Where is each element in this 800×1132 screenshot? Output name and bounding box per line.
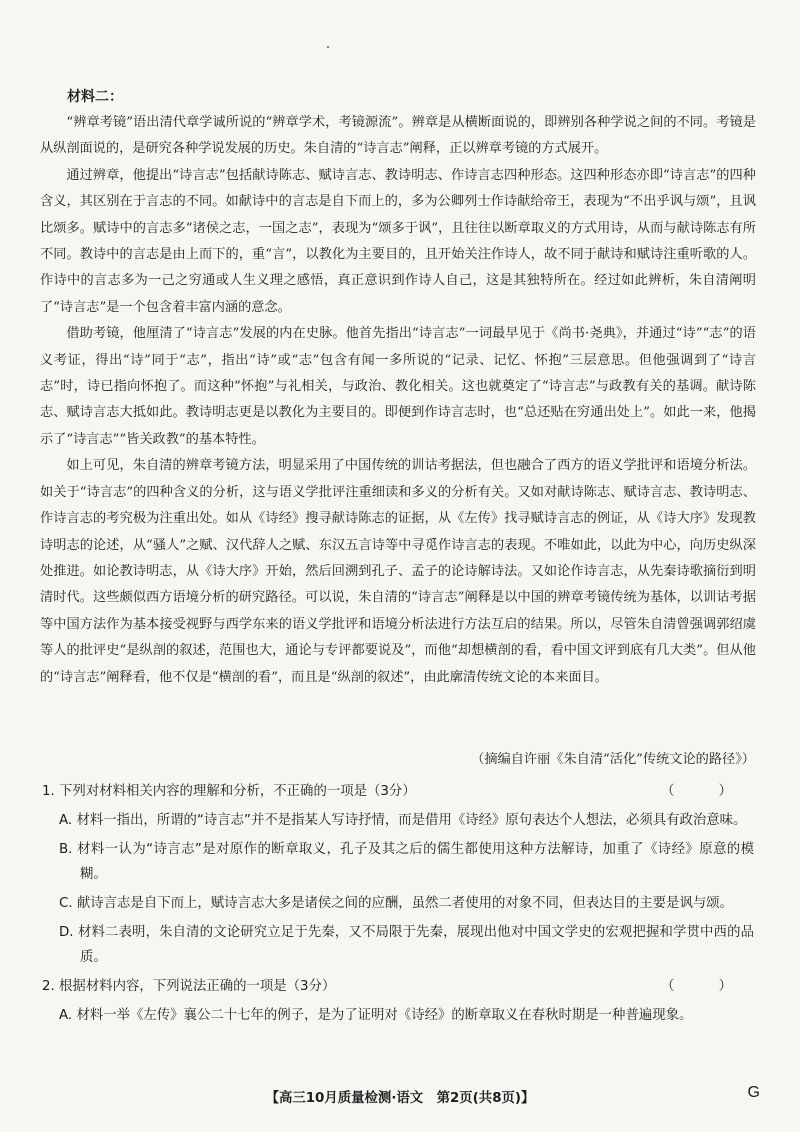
- page-footer: 【高三10月质量检测·语文 第2页(共8页)】: [265, 1091, 535, 1106]
- option-1c: C. 献诗言志是自下而上，赋诗言志大多是诸侯之间的应酬，虽然二者使用的对象不同，但表达目的主要是讽与颂。: [59, 896, 733, 911]
- option-2a: A. 材料一举《左传》襄公二十七年的例子，是为了证明对《诗经》的断章取义在春秋时期是一种普遍现象。: [59, 1008, 693, 1023]
- option-1a: A. 材料一指出，所谓的“诗言志”并不是指某人写诗抒情，而是借用《诗经》原句表达个人想法，必须具有政治意味。: [59, 813, 747, 828]
- question-1-text: 1. 下列对材料相关内容的理解和分析，不正确的一项是（3分）: [42, 784, 416, 799]
- questions: [42, 779, 754, 1032]
- passage-paragraph: “辨章考镜”语出清代章学诚所说的“辨章学术，考镜源流”。辨章是从横断面说的，即辨别各种学说之间的不同。考镜是从纵剖面说的，是研究各种学说发展的历史。朱自清的“诗言志”阐释，正以辨章考镜的方式展开。: [40, 115, 756, 157]
- answer-bracket-2[interactable]: （ ）: [660, 979, 752, 994]
- section-heading: 材料二：: [67, 89, 123, 105]
- option-1b: B. 材料一认为“诗言志”是对原作的断章取义，孔子及其之后的儒生都使用这种方法解诗，加重了《诗经》原意的模糊。: [59, 842, 754, 882]
- option-1d: D. 材料二表明，朱自清的文论研究立足于先秦，又不局限于先秦，展现出他对中国文学史的宏观把握和学贯中西的品质。: [59, 925, 754, 965]
- source-citation: （摘编自许丽《朱自清“活化”传统文论的路径》）: [471, 752, 755, 767]
- question-2-stem: [42, 974, 754, 999]
- passage: [40, 110, 756, 691]
- question-2-text: 2. 根据材料内容，下列说法正确的一项是（3分）: [42, 979, 336, 994]
- passage-paragraph: 通过辨章，他提出“诗言志”包括献诗陈志、赋诗言志、教诗明志、作诗言志四种形态。这四种形态亦即“诗言志”的四种含义，其区别在于言志的不同。如献诗中的言志是自下而上的，多为公卿列士作诗献给帝王，表现为“不出乎讽与颂”，且讽比颂多。赋诗中的言志多“诸侯之志，一国之志”，表现为“颂多于讽”，且往往以断章取义的方式用诗，从而与献诗陈志有所不同。教诗中的言志是由上而下的，重“言”，以教化为主要目的，且开始关注作诗人，故不同于献诗和赋诗注重听歌的人。作诗中的言志多为一己之穷通或人生义理之感悟，真正意识到作诗人自己，这是其独特所在。经过如此辨析，朱自清阐明了“诗言志”是一个包含着丰富内涵的意念。: [40, 167, 756, 315]
- passage-paragraph: 如上可见，朱自清的辨章考镜方法，明显采用了中国传统的训诂考据法，但也融合了西方的语义学批评和语境分析法。如关于“诗言志”的四种含义的分析，这与语义学批评注重细读和多义的分析有关。又如对献诗陈志、赋诗言志、教诗明志、作诗言志的考究极为注重出处。如从《诗经》搜寻献诗陈志的证据，从《左传》找寻赋诗言志的例证，从《诗大序》发现教诗明志的论述，从“骚人”之赋、汉代辞人之赋、东汉五言诗等中寻觅作诗言志的表现。不唯如此，以此为中心，向历史纵深处推进。如论教诗明志，从《诗大序》开始，然后回溯到孔子、孟子的论诗解诗法。又如论作诗言志，从先秦诗歌摘衍到明清时代。这些颇似西方语境分析的研究路径。可以说，朱自清的“诗言志”阐释是以中国的辨章考镜传统为基体，以训诂考据等中国方法作为基本接受视野与西学东来的语义学批评和语境分析法进行方法互启的结果。所以，尽管朱自清曾强调郭绍虞等人的批评史“是纵剖的叙述，范围也大，通论与专评都要说及”，而他“却想横剖的看，看中国文评到底有几大类”。但从他的“诗言志”阐释看，他不仅是“横剖的看”，而且是“纵剖的叙述”，由此廓清传统文论的本来面目。: [40, 458, 756, 685]
- answer-bracket-1[interactable]: （ ）: [660, 784, 752, 799]
- passage-paragraph: 借助考镜，他厘清了“诗言志”发展的内在史脉。他首先指出“诗言志”一词最早见于《尚书·尧典》，并通过“诗”“志”的语义考证，得出“诗”同于“志”，指出“诗”或“志”包含有闻一多所说的“记录、记忆、怀抱”三层意思。但他强调到了“诗言志”时，诗已指向怀抱了。而这种“怀抱”与礼相关，与政治、教化相关。这也就奠定了“诗言志”与政教有关的基调。献诗陈志、赋诗言志大抵如此。教诗明志更是以教化为主要目的。即便到作诗言志时，也“总还贴在穷通出处上”。如此一来，他揭示了“诗言志”“皆关政教”的基本特性。: [40, 326, 756, 447]
- question-1-stem: [42, 779, 754, 804]
- corner-mark: G: [747, 1084, 760, 1101]
- scan-speck: [327, 46, 329, 48]
